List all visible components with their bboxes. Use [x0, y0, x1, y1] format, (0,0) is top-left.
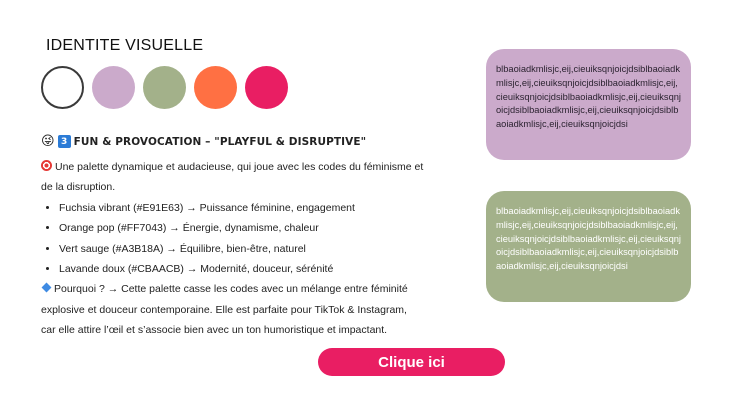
lavender-card-text: blbaoiadkmlisjc,eij,cieuiksqnjoicjdsiblbaoiadkmlisjc,eij,cieuiksqnjoicjdsiblbaoiadkmlisjc,eij,cieuiksqnjoicjdsiblbaoiadkmlisjc,eij,cieuiksqnjoicjdsiblbaoiadkmlisjc,eij,cieuiksqnjoicjdsiblbaoiadkmlisjc,eij,cieuiksqnjoicjdsi [496, 64, 681, 130]
list-item: • Fuchsia vibrant (#E91E63) → Puissance féminine, engagement [59, 198, 441, 218]
target-icon [41, 160, 52, 171]
section-heading [41, 135, 366, 148]
swatch-fuchsia [245, 66, 288, 109]
page-title: IDENTITE VISUELLE [46, 37, 204, 54]
intro-paragraph [41, 157, 441, 198]
sage-card-text: blbaoiadkmlisjc,eij,cieuiksqnjoicjdsiblbaoiadkmlisjc,eij,cieuiksqnjoicjdsiblbaoiadkmlisjc,eij,cieuiksqnjoicjdsiblbaoiadkmlisjc,eij,cieuiksqnjoicjdsiblbaoiadkmlisjc,eij,cieuiksqnjoicjdsiblbaoiadkmlisjc,eij,cieuiksqnjoicjdsi [496, 206, 681, 272]
sage-text-card [486, 191, 691, 302]
swatch-lavender [92, 66, 135, 109]
palette-description [41, 157, 441, 341]
why-line-3: car elle attire l’œil et s’associe bien avec un ton humoristique et impactant. [41, 324, 388, 337]
click-here-button[interactable]: Clique ici [318, 348, 505, 376]
why-line-1: Pourquoi ? → Cette palette casse les codes avec un mélange entre féminité [54, 283, 408, 296]
intro-line-2: de la disruption. [41, 181, 116, 194]
number-badge-icon: 3 [58, 135, 71, 148]
list-item: • Vert sauge (#A3B18A) → Équilibre, bien-être, naturel [59, 239, 441, 259]
winking-face-icon: 😜 [41, 134, 55, 149]
list-item: • Lavande doux (#CBAACB) → Modernité, douceur, sérénité [59, 259, 441, 279]
why-paragraph [41, 279, 441, 340]
color-meaning-list [41, 198, 441, 280]
blue-diamond-icon [42, 283, 52, 293]
swatch-orange [194, 66, 237, 109]
intro-line-1: Une palette dynamique et audacieuse, qui joue avec les codes du féminisme et [55, 161, 424, 173]
why-line-2: explosive et douceur contemporaine. Elle est parfaite pour TikTok & Instagram, [41, 303, 407, 316]
swatch-white [41, 66, 84, 109]
color-swatches [41, 66, 288, 109]
section-heading-text: FUN & PROVOCATION – "PLAYFUL & DISRUPTIVE" [73, 135, 367, 148]
swatch-sage [143, 66, 186, 109]
lavender-text-card [486, 49, 691, 160]
list-item: • Orange pop (#FF7043) → Énergie, dynamisme, chaleur [59, 218, 441, 238]
